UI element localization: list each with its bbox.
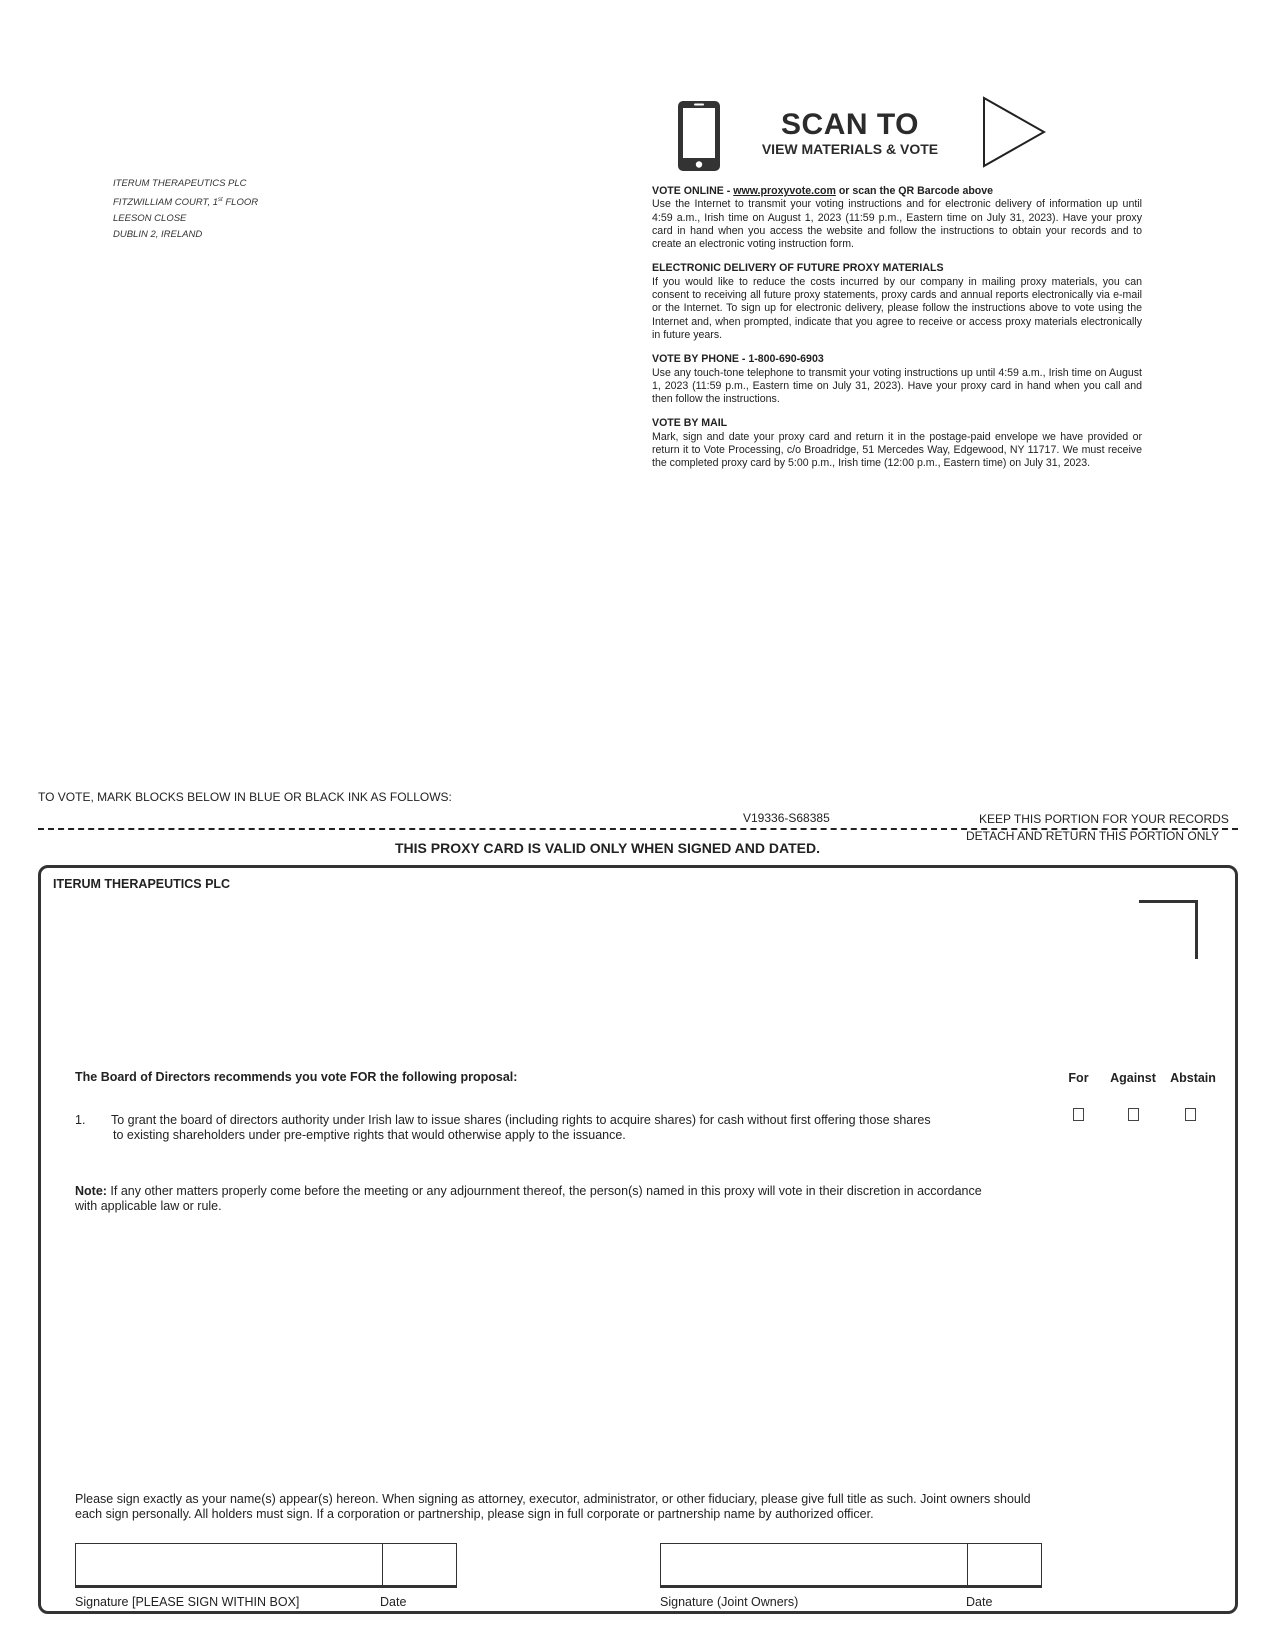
company-address — [113, 176, 258, 243]
phone-icon — [677, 100, 721, 177]
joint-date-box[interactable] — [967, 1543, 1042, 1588]
joint-signature-box[interactable] — [660, 1543, 968, 1588]
joint-date-label: Date — [966, 1595, 993, 1609]
signature-date-box[interactable] — [382, 1543, 457, 1588]
address-line-1: ITERUM THERAPEUTICS PLC — [113, 178, 247, 189]
proposal-number: 1. — [75, 1113, 86, 1127]
vote-phone-heading: VOTE BY PHONE - 1-800-690-6903 — [652, 353, 824, 366]
scan-title: SCAN TO — [781, 108, 919, 141]
proposal-text: To grant the board of directors authority under Irish law to issue shares (including rights to acquire shares) for cash without first offering those shares to existing shareholders under pre-emptive rights that would otherwise apply to the issuance. — [111, 1113, 931, 1142]
joint-signature-label: Signature (Joint Owners) — [660, 1595, 799, 1609]
play-arrow-icon — [982, 96, 1046, 173]
control-code: V19336-S68385 — [743, 811, 830, 825]
valid-notice: THIS PROXY CARD IS VALID ONLY WHEN SIGNED AND DATED. — [395, 840, 820, 856]
signature-box[interactable] — [75, 1543, 383, 1588]
mark-instructions: TO VOTE, MARK BLOCKS BELOW IN BLUE OR BLACK INK AS FOLLOWS: — [38, 790, 452, 804]
signature-date-label: Date — [380, 1595, 407, 1609]
vote-online-text: Use the Internet to transmit your voting instructions and for electronic delivery of information up until 4:59 a.m., Irish time on August 1, 2023 (11:59 p.m., Eastern time on July 31, 2023). Have your proxy card in hand when you access the website and follow the instructions to obtain your records and to create an electronic voting instruction form. — [652, 198, 1142, 251]
vote-mail-text: Mark, sign and date your proxy card and return it in the postage-paid envelope we have provided or return it to Vote Processing, c/o Broadridge, 51 Mercedes Way, Edgewood, NY 11717. We must receive the completed proxy card by 5:00 p.m., Irish time (12:00 p.m., Eastern time) on July 31, 2023. — [652, 430, 1142, 470]
sign-instructions: Please sign exactly as your name(s) appear(s) hereon. When signing as attorney, executor, administrator, or other fiduciary, please give full title as such. Joint owners should each sign personally. All holders must sign. If a corporation or partnership, please sign in full corporate or partnership name by authorized officer. — [75, 1492, 1031, 1521]
vote-abstain-checkbox[interactable] — [1185, 1108, 1196, 1121]
detach-portion-label: DETACH AND RETURN THIS PORTION ONLY — [966, 829, 1220, 843]
address-line-2: FITZWILLIAM COURT, 1st FLOOR — [113, 197, 259, 209]
proxyvote-link[interactable]: www.proxyvote.com — [733, 185, 836, 197]
vote-for-checkbox[interactable] — [1073, 1108, 1084, 1121]
keep-portion-label: KEEP THIS PORTION FOR YOUR RECORDS — [979, 812, 1229, 826]
note-text: If any other matters properly come before the meeting or any adjournment thereof, the person(s) named in this proxy will vote in their discretion in accordance with applicable law or rule. — [75, 1184, 982, 1213]
address-line-4: DUBLIN 2, IRELAND — [113, 229, 203, 241]
vote-header-against: Against — [1110, 1071, 1156, 1085]
signature-label: Signature [PLEASE SIGN WITHIN BOX] — [75, 1595, 300, 1609]
vote-online-heading: VOTE ONLINE - www.proxyvote.com or scan the QR Barcode above — [652, 185, 994, 197]
note-label: Note: — [75, 1184, 107, 1198]
vote-header-abstain: Abstain — [1170, 1071, 1216, 1085]
vote-phone-text: Use any touch-tone telephone to transmit your voting instructions up until 4:59 a.m., Irish time on August 1, 2023 (11:59 p.m., Eastern time on July 31, 2023). Have your proxy card in hand when you call and then follow the instructions. — [652, 366, 1142, 406]
card-company-name: ITERUM THERAPEUTICS PLC — [53, 877, 231, 891]
electronic-delivery-text: If you would like to reduce the costs incurred by our company in mailing proxy materials, you can consent to receiving all future proxy statements, proxy cards and annual reports electronically via e-mail or the Internet. To sign up for electronic delivery, please follow the instructions above to vote using the Internet and, when prompted, indicate that you agree to receive or access proxy materials electronically in future years. — [652, 275, 1142, 341]
board-recommendation: The Board of Directors recommends you vote FOR the following proposal: — [75, 1070, 518, 1084]
vote-against-checkbox[interactable] — [1128, 1108, 1139, 1121]
voting-instructions — [652, 185, 1142, 482]
scan-subtitle: VIEW MATERIALS & VOTE — [761, 141, 939, 157]
note — [75, 1184, 1005, 1214]
vote-header-for: For — [1068, 1071, 1089, 1085]
vote-mail-heading: VOTE BY MAIL — [652, 417, 728, 430]
corner-mark — [1139, 900, 1198, 959]
address-line-3: LEESON CLOSE — [113, 213, 187, 225]
electronic-delivery-heading: ELECTRONIC DELIVERY OF FUTURE PROXY MATERIALS — [652, 262, 944, 275]
